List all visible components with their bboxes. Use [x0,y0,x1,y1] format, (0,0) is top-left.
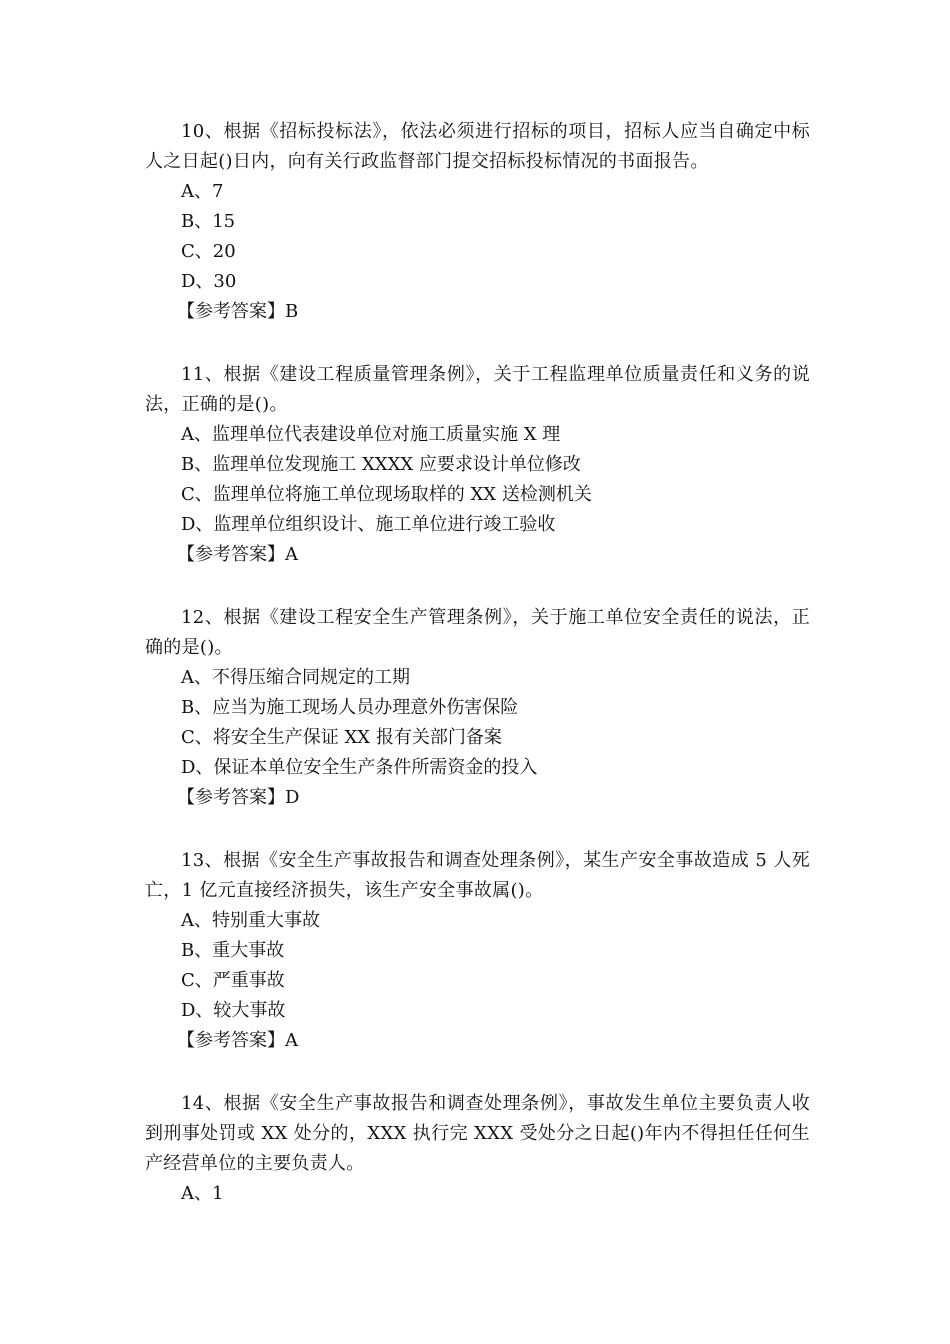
question-stem: 14、根据《安全生产事故报告和调查处理条例》，事故发生单位主要负责人收到刑事处罚或 XX 处分的，XXX 执行完 XXX 受处分之日起()年内不得担任任何生产经营单位的主要负责人。 [145,1093,810,1174]
option-a: A、不得压缩合同规定的工期 [181,667,410,688]
option-d: D、30 [181,271,237,292]
question-stem: 11、根据《建设工程质量管理条例》，关于工程监理单位质量责任和义务的说法，正确的是()。 [145,364,810,415]
option-c: C、将安全生产保证 XX 报有关部门备案 [181,727,502,748]
option-b: B、15 [181,211,236,232]
option-d: D、保证本单位安全生产条件所需资金的投入 [181,757,538,778]
option-c: C、监理单位将施工单位现场取样的 XX 送检测机关 [181,484,592,505]
question-stem: 13、根据《安全生产事故报告和调查处理条例》，某生产安全事故造成 5 人死亡，1 亿元直接经济损失，该生产安全事故属()。 [145,850,810,901]
question-13 [145,846,810,1056]
option-a: A、特别重大事故 [181,910,320,931]
question-stem: 10、根据《招标投标法》，依法必须进行招标的项目，招标人应当自确定中标人之日起()日内，向有关行政监督部门提交招标投标情况的书面报告。 [145,121,810,172]
question-stem: 12、根据《建设工程安全生产管理条例》，关于施工单位安全责任的说法，正确的是()。 [145,607,810,658]
option-d: D、较大事故 [181,1000,286,1021]
option-d: D、监理单位组织设计、施工单位进行竣工验收 [181,514,556,535]
option-a: A、7 [181,181,224,202]
question-12 [145,603,810,813]
option-c: C、严重事故 [181,970,285,991]
option-b: B、应当为施工现场人员办理意外伤害保险 [181,697,519,718]
option-c: C、20 [181,241,236,262]
reference-answer: 【参考答案】D [177,787,300,808]
option-b: B、重大事故 [181,940,285,961]
option-a: A、监理单位代表建设单位对施工质量实施 X 理 [181,424,561,445]
reference-answer: 【参考答案】B [177,301,299,322]
question-10 [145,117,810,327]
reference-answer: 【参考答案】A [177,1030,298,1051]
question-11 [145,360,810,570]
question-14 [145,1089,810,1209]
reference-answer: 【参考答案】A [177,544,298,565]
option-b: B、监理单位发现施工 XXXX 应要求设计单位修改 [181,454,581,475]
option-a: A、1 [181,1183,224,1204]
